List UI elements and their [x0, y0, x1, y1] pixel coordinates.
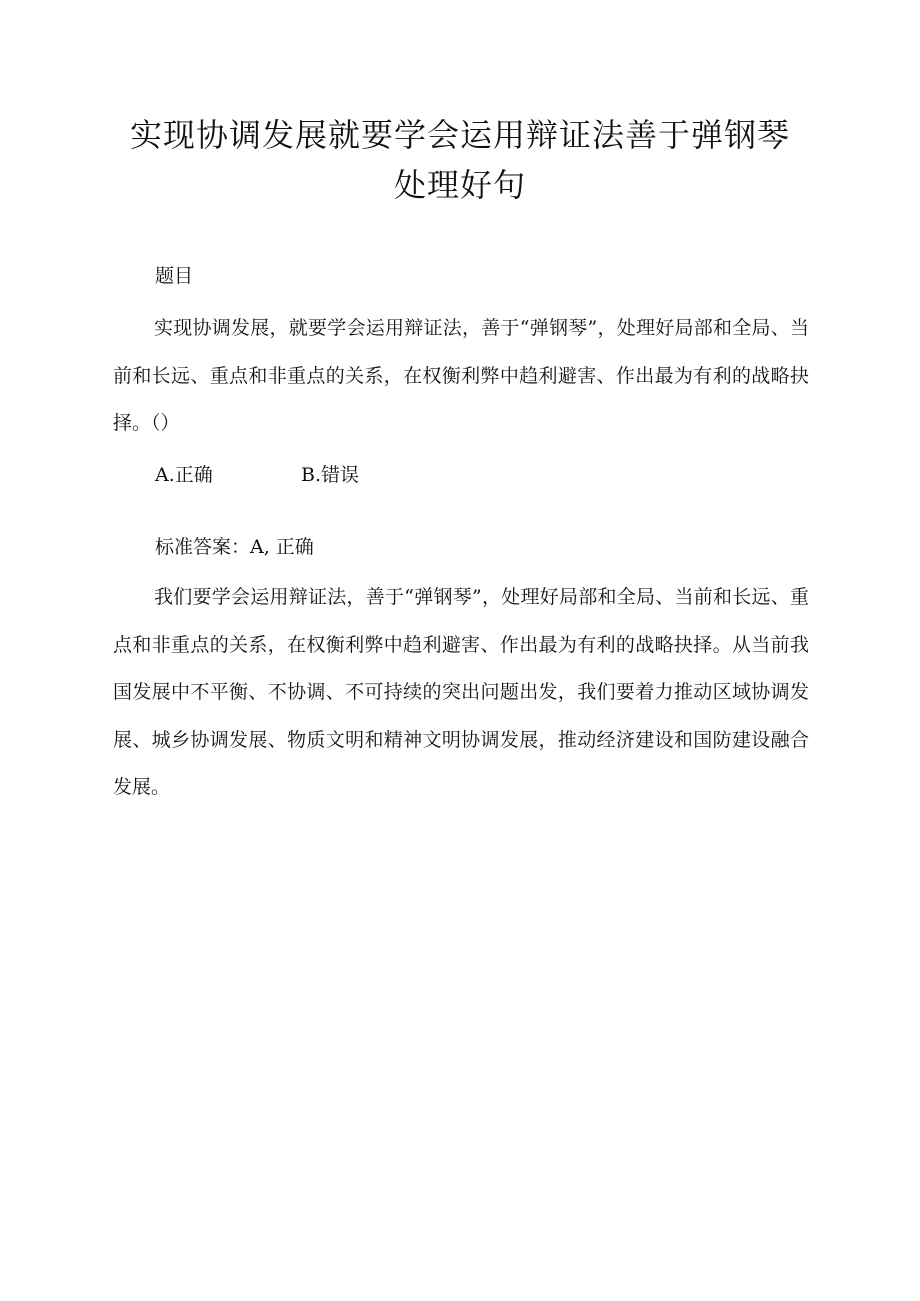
title-line-1: 实现协调发展就要学会运用辩证法善于弹钢琴: [129, 116, 790, 154]
question-text: 实现协调发展，就要学会运用辩证法，善于“弹钢琴”，处理好局部和全局、当前和长远、重点和非重点的关系，在权衡利弊中趋利避害、作出最为有利的战略抉择。（）: [113, 317, 809, 434]
standard-answer: 标准答案：A, 正确: [155, 536, 314, 558]
document-title: [60, 110, 860, 210]
option-b: B.错误: [301, 464, 360, 486]
title-line-2: 处理好句: [393, 166, 526, 204]
answer-options: [155, 460, 359, 490]
option-a: A.正确: [155, 464, 213, 486]
section-label: 题目: [155, 265, 194, 287]
explanation-text: 我们要学会运用辩证法，善于“弹钢琴”，处理好局部和全局、当前和长远、重点和非重点的关系，在权衡利弊中趋利避害、作出最为有利的战略抉择。从当前我国发展中不平衡、不协调、不可持续的突出问题出发，我们要着力推动区域协调发展、城乡协调发展、物质文明和精神文明协调发展，推动经济建设和国防建设融合发展。: [113, 586, 809, 798]
